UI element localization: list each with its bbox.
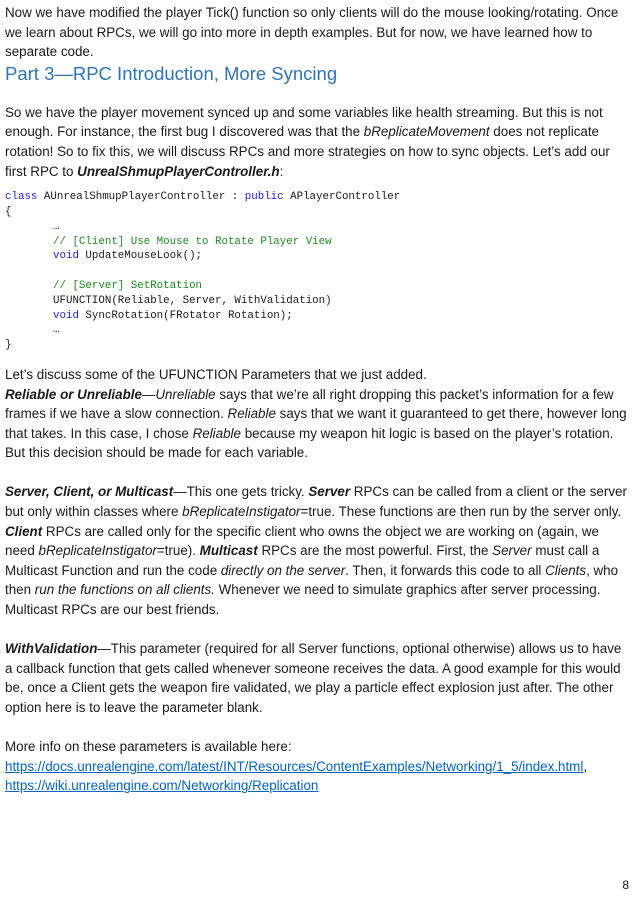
- section-heading: Part 3—RPC Introduction, More Syncing: [5, 62, 338, 84]
- code-ellipsis: …: [53, 220, 60, 233]
- link-separator: ,: [583, 758, 588, 774]
- text-run: Whenever we need to simulate graphics after server processing. Multicast RPCs are our best friends.: [5, 582, 601, 618]
- emphasis-breplicatemovement: bReplicateMovement: [363, 124, 490, 140]
- code-text: UpdateMouseLook();: [78, 250, 203, 263]
- text-run: RPCs are called only for the specific client who owns the object we are working on (again, we need: [5, 523, 599, 559]
- page-number: 8: [622, 878, 629, 892]
- text-run: =true. These functions are then run by the server only.: [300, 504, 622, 520]
- emphasis: directly on the server: [220, 562, 346, 578]
- emphasis: Multicast: [199, 543, 258, 559]
- emphasis: Unreliable: [155, 386, 216, 402]
- text-run: , who then: [5, 562, 619, 598]
- text-run: —This one gets tricky.: [173, 484, 309, 500]
- code-ellipsis: …: [53, 324, 60, 337]
- emphasis: Server: [492, 543, 532, 559]
- para-server-client-multicast: [5, 482, 630, 619]
- code-text: APlayerController: [283, 191, 401, 204]
- text-run: —This parameter (required for all Server functions, optional otherwise) allows us to have a callback function that gets called whenever someone receives the data. A good example for this would be, once a Client gets the weapon fire validated, we play a particle effect explosion just after. The other option here is to leave the parameter blank.: [5, 641, 622, 716]
- term-withvalidation: WithValidation: [5, 641, 98, 657]
- text-run: —: [141, 386, 156, 402]
- code-text: SyncRotation(FRotator Rotation);: [78, 309, 293, 322]
- code-keyword: void: [53, 309, 79, 322]
- text-run: says that we’re all right dropping this packet’s information for a few frames if we have a slow connection.: [5, 386, 614, 422]
- text-run: because my weapon hit logic is based on the player’s rotation. But this decision should be made for each variable.: [5, 425, 614, 461]
- emphasis: bReplicateInstigator: [182, 504, 301, 520]
- term-reliable: Reliable or Unreliable: [5, 386, 142, 402]
- text-run: must call a Multicast Function and run the code: [5, 543, 600, 578]
- text-run: does not replicate rotation! So to fix this, we will discuss RPCs and more strategies on how to sync objects. Let’s add our first RPC to: [5, 124, 610, 179]
- code-text: AUnrealShmupPlayerController :: [37, 191, 245, 204]
- params-intro: Let’s discuss some of the UFUNCTION Parameters that we just added.: [5, 366, 427, 382]
- code-comment: // [Server] SetRotation: [53, 279, 203, 292]
- text-run: RPCs can be called from a client or the server but only within classes where: [5, 484, 627, 520]
- para-withvalidation: [5, 639, 630, 717]
- text-run: So we have the player movement synced up and some variables like health streaming. But this is not enough. For instance, the first bug I discovered was that the: [5, 104, 603, 140]
- emphasis: Server: [308, 484, 351, 500]
- code-text: {: [5, 205, 12, 218]
- code-keyword: class: [5, 191, 38, 204]
- emphasis: bReplicateInstigator: [38, 543, 157, 559]
- link-docs-unrealengine[interactable]: https://docs.unrealengine.com/latest/INT/Resources/ContentExamples/Networking/1_5/index.html: [5, 758, 584, 774]
- emphasis: Reliable: [192, 425, 241, 441]
- page-content: [5, 3, 630, 796]
- more-info-label: More info on these parameters is available here:: [5, 739, 292, 755]
- para-rpc-intro: [5, 103, 630, 181]
- term-server-client-multicast: Server, Client, or Multicast: [5, 484, 174, 500]
- emphasis: run the functions on all clients.: [34, 582, 215, 598]
- text-run: RPCs are the most powerful. First, the: [257, 543, 493, 559]
- intro-paragraph: Now we have modified the player Tick() function so only clients will do the mouse looking/rotating. Once we learn about RPCs, we will go into more in depth examples. But for now, we have learned how to separate code.: [5, 5, 619, 60]
- text-run: says that we want it guaranteed to get there, however long that takes. In this case, I chose: [5, 406, 627, 441]
- code-block: [5, 190, 630, 353]
- links-paragraph: [5, 757, 630, 796]
- emphasis: Reliable: [227, 406, 276, 422]
- code-keyword: public: [244, 191, 284, 204]
- code-comment: // [Client] Use Mouse to Rotate Player View: [53, 235, 332, 248]
- emphasis: Clients: [545, 562, 587, 578]
- emphasis-filename: UnrealShmupPlayerController.h: [77, 163, 280, 179]
- code-text: }: [5, 339, 12, 352]
- text-run: . Then, it forwards this code to all: [345, 562, 546, 578]
- para-reliable: [5, 385, 630, 463]
- text-run: :: [279, 163, 284, 179]
- text-run: =true).: [156, 543, 200, 559]
- link-wiki-unrealengine[interactable]: https://wiki.unrealengine.com/Networking/Replication: [5, 778, 319, 794]
- code-text: UFUNCTION(Reliable, Server, WithValidation): [53, 294, 332, 307]
- emphasis: Client: [5, 523, 43, 539]
- code-keyword: void: [53, 250, 79, 263]
